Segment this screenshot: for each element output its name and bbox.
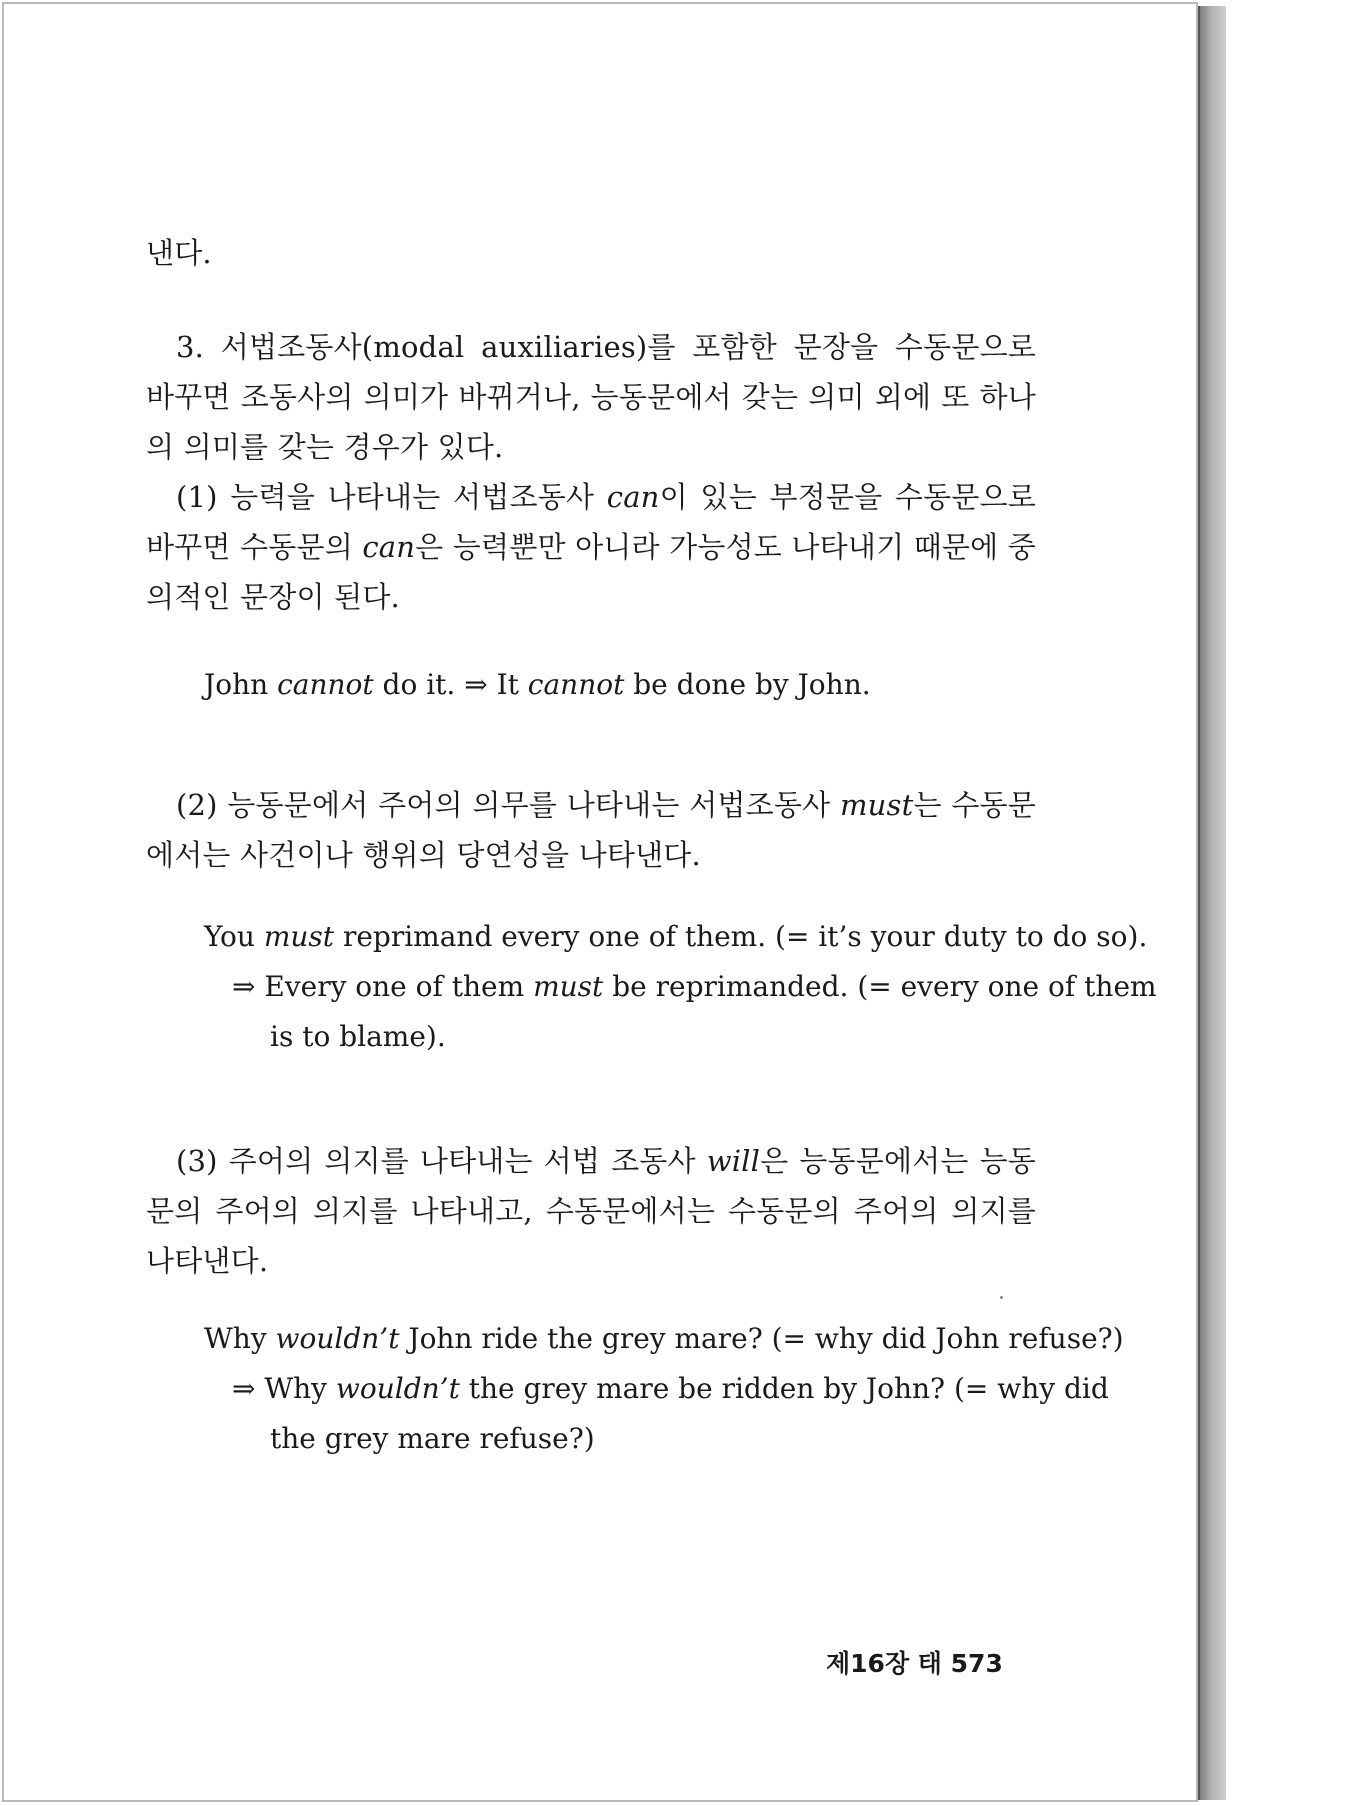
example-3 (204, 1314, 1124, 1464)
subpoint-1-text-b: 이 있는 부정문을 수동문으로 바꾸면 수동문의 (146, 480, 1037, 564)
dust-speck (1000, 1296, 1003, 1299)
example-3-line-1 (204, 1314, 1124, 1364)
subpoint-1-modal-can-2: can (362, 530, 416, 564)
subpoint-2-text-a: (2) 능동문에서 주어의 의무를 나타내는 서법조동사 (176, 788, 840, 822)
example-2-line-2 (204, 962, 1157, 1012)
carryover-line: 낸다. (146, 236, 212, 270)
subpoint-3-modal-will: will (706, 1144, 761, 1178)
example-3-line-2-a: ⇒ Why (232, 1372, 336, 1405)
example-3-line-2-b: the grey mare be ridden by John? (= why did (459, 1372, 1109, 1405)
subpoint-2-paragraph (146, 780, 1036, 880)
example-2-must: must (263, 920, 335, 953)
example-1-text-b: do it. ⇒ It (373, 668, 528, 701)
example-2 (204, 912, 1157, 1062)
subpoint-1-text-a: (1) 능력을 나타내는 서법조동사 (176, 480, 607, 514)
example-3-line-1-a: Why (204, 1322, 276, 1355)
example-2-must-2: must (533, 970, 604, 1003)
subpoint-1-paragraph (146, 472, 1036, 622)
example-3-line-3: the grey mare refuse?) (270, 1422, 595, 1455)
example-3-line-2 (204, 1364, 1109, 1414)
subpoint-1-modal-can: can (606, 480, 660, 514)
subpoint-2-modal-must: must (839, 788, 914, 822)
example-2-line-1-b: reprimand every one of them. (= it’s your duty to do so). (334, 920, 1148, 953)
example-1-cannot: cannot (277, 668, 374, 701)
example-3-wouldnt-2: wouldn’t (335, 1372, 460, 1405)
subpoint-3-text-b: 은 능동문에서는 능동문의 주어의 의지를 나타내고, 수동문에서는 수동문의 주어의 의지를 나타낸다. (146, 1144, 1036, 1278)
example-1-cannot-2: cannot (527, 668, 625, 701)
running-footer-page-number: 제16장 태 573 (826, 1649, 1003, 1678)
example-1-text-c: be done by John. (624, 668, 871, 701)
example-2-line-3: is to blame). (270, 1020, 446, 1053)
page-edge-shadow (1198, 6, 1226, 1800)
example-1-line (204, 660, 1034, 710)
example-2-line-1 (204, 912, 1148, 962)
example-2-line-2-a: ⇒ Every one of them (232, 970, 534, 1003)
example-3-line-1-b: John ride the grey mare? (= why did John refuse?) (399, 1322, 1124, 1355)
point-3-paragraph: 3. 서법조동사(modal auxiliaries)를 포함한 문장을 수동문으로 바꾸면 조동사의 의미가 바뀌거나, 능동문에서 갖는 의미 외에 또 하나의 의미를 갖는 경우가 있다. (146, 330, 1036, 464)
subpoint-1-text-c: 은 능력뿐만 아니라 가능성도 나타내기 때문에 중의적인 문장이 된다. (146, 530, 1036, 614)
example-1-text-a: John (204, 668, 278, 701)
subpoint-3-text-a: (3) 주어의 의지를 나타내는 서법 조동사 (176, 1144, 707, 1178)
book-page (2, 2, 1198, 1802)
example-1 (204, 660, 1034, 710)
example-2-line-2-b: be reprimanded. (= every one of them (603, 970, 1157, 1003)
subpoint-2-text-b: 는 수동문에서는 사건이나 행위의 당연성을 나타낸다. (146, 788, 1036, 872)
example-2-line-1-a: You (204, 920, 264, 953)
example-3-wouldnt: wouldn’t (275, 1322, 400, 1355)
subpoint-3-paragraph (146, 1136, 1036, 1286)
